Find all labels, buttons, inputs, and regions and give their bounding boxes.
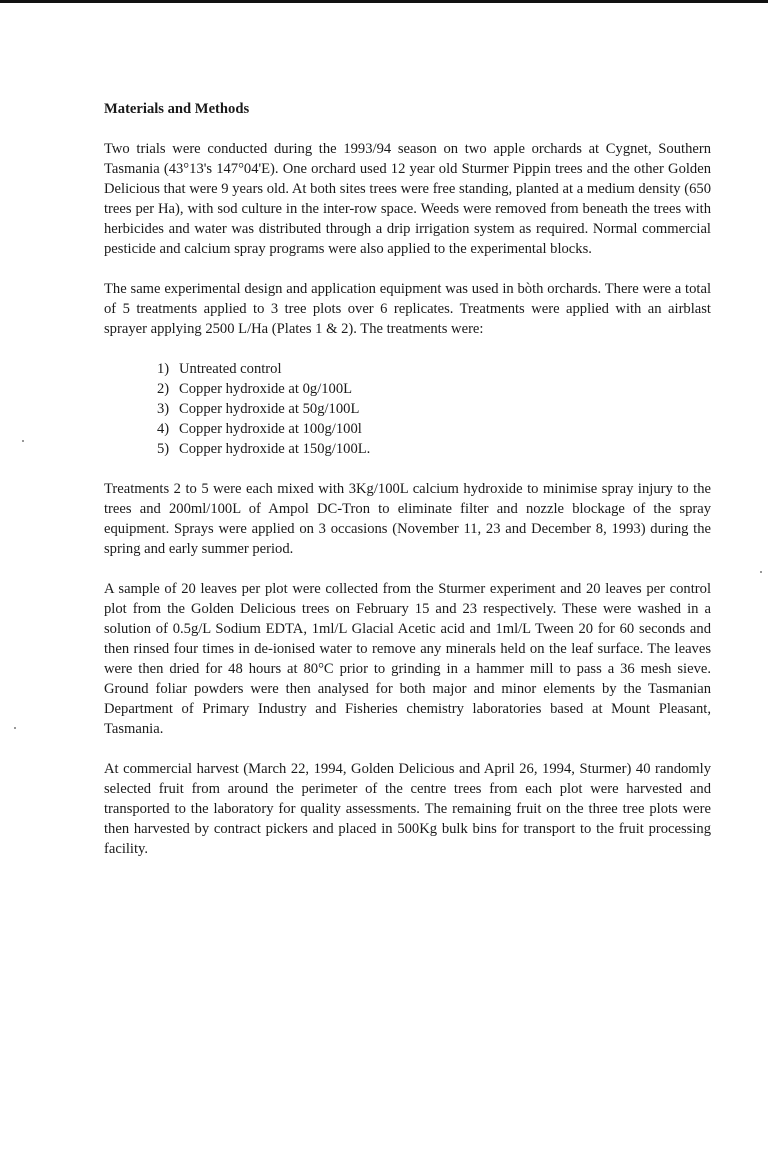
treatment-number: 5) xyxy=(157,441,170,457)
paragraph-harvest: At commercial harvest (March 22, 1994, Golden Delicious and April 26, 1994, Sturmer) 40 randomly selected fruit from around the perimeter of the centre trees from each plot were harvested and transported to the laboratory for quality assessments. The remaining fruit on the three tree plots were then harvested by contract pickers and placed in 500Kg bulk bins for transport to the fruit processing facility. xyxy=(104,761,711,857)
treatment-text: Copper hydroxide at 100g/100l xyxy=(179,421,362,437)
scan-speck xyxy=(760,571,762,573)
treatment-list xyxy=(104,359,711,459)
treatment-text: Untreated control xyxy=(179,361,282,377)
treatment-text: Copper hydroxide at 50g/100L xyxy=(179,401,360,417)
treatment-item xyxy=(157,399,711,419)
treatment-text: Copper hydroxide at 0g/100L xyxy=(179,381,353,397)
paragraph-experimental-design: The same experimental design and application equipment was used in bòth orchards. There were a total of 5 treatments applied to 3 tree plots over 6 replicates. Treatments were applied with an airblast sprayer applying 2500 L/Ha (Plates 1 & 2). The treatments were: xyxy=(104,281,711,337)
treatment-text: Copper hydroxide at 150g/100L. xyxy=(179,441,371,457)
treatment-item xyxy=(157,379,711,399)
treatment-number: 4) xyxy=(157,421,170,437)
scan-speck xyxy=(22,440,24,442)
paragraph-leaf-sampling: A sample of 20 leaves per plot were collected from the Sturmer experiment and 20 leaves per control plot from the Golden Delicious trees on February 15 and 23 respectively. These were washed in a solution of 0.5g/L Sodium EDTA, 1ml/L Glacial Acetic acid and 1ml/L Tween 20 for 60 seconds and then rinsed four times in de-ionised water to remove any minerals held on the leaf surface. The leaves were then dried for 48 hours at 80°C prior to grinding in a hammer mill to pass a 36 mesh sieve. Ground foliar powders were then analysed for both major and minor elements by the Tasmanian Department of Primary Industry and Fisheries chemistry laboratories based at Mount Pleasant, Tasmania. xyxy=(104,581,711,737)
treatment-item xyxy=(157,359,711,379)
top-border-line xyxy=(0,0,768,3)
document-page xyxy=(104,99,711,879)
treatment-item xyxy=(157,439,711,459)
paragraph-spray-mixture: Treatments 2 to 5 were each mixed with 3Kg/100L calcium hydroxide to minimise spray injury to the trees and 200ml/100L of Ampol DC-Tron to eliminate filter and nozzle blockage of the spray equipment. Sprays were applied on 3 occasions (November 11, 23 and December 8, 1993) during the spring and early summer period. xyxy=(104,481,711,557)
treatment-number: 3) xyxy=(157,401,170,417)
paragraph-study-sites: Two trials were conducted during the 1993/94 season on two apple orchards at Cygnet, Southern Tasmania (43°13's 147°04'E). One orchard used 12 year old Sturmer Pippin trees and the other Golden Delicious that were 9 years old. At both sites trees were free standing, planted at a medium density (650 trees per Ha), with sod culture in the inter-row space. Weeds were removed from beneath the trees with herbicides and water was distributed through a drip irrigation system as required. Normal commercial pesticide and calcium spray programs were also applied to the experimental blocks. xyxy=(104,141,711,257)
treatment-number: 1) xyxy=(157,361,170,377)
section-heading: Materials and Methods xyxy=(104,101,250,117)
scan-speck xyxy=(14,727,16,729)
treatment-item xyxy=(157,419,711,439)
treatment-number: 2) xyxy=(157,381,170,397)
